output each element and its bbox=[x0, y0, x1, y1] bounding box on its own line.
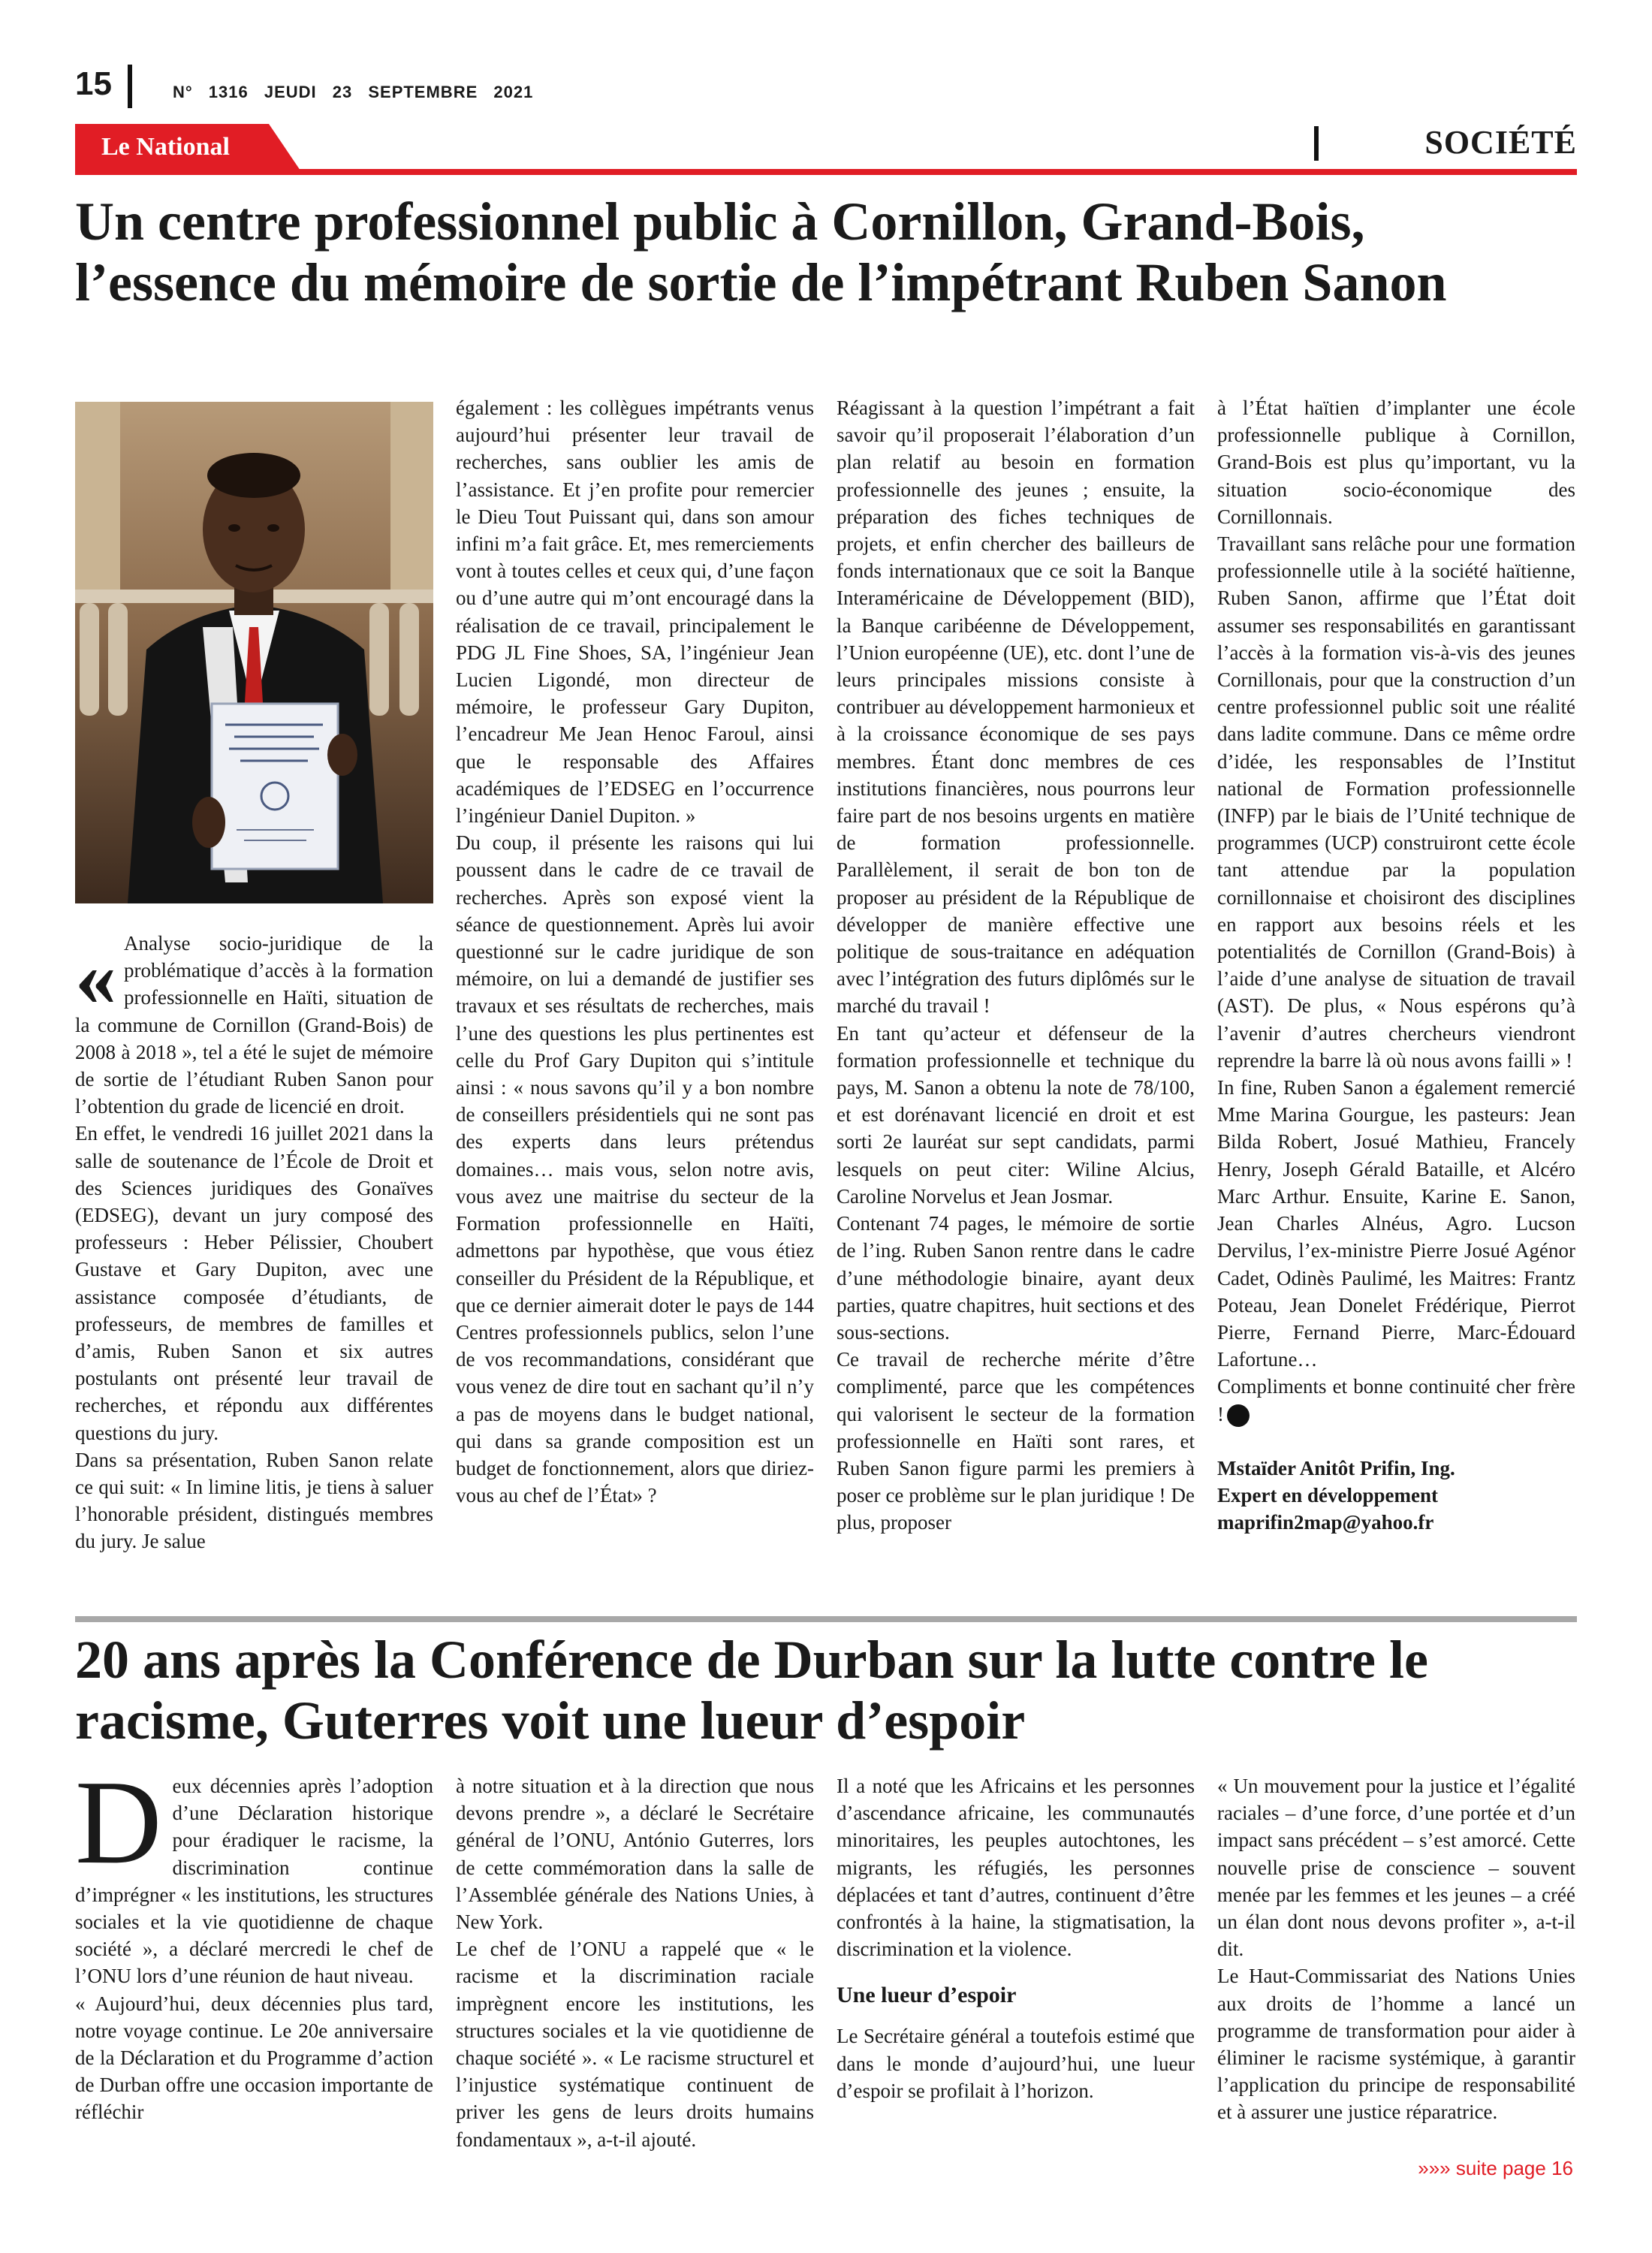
article2-column-1 bbox=[75, 1755, 433, 2126]
author-email[interactable]: maprifin2map@yahoo.fr bbox=[1217, 1510, 1434, 1534]
article-separator bbox=[75, 1616, 1577, 1622]
paragraph: Ce travail de recherche mérite d’être complimenté, parce que les compétences qui valorisent le secteur de la formation professionnelle en Haïti sont rares, et Ruben Sanon figure parmi les premiers à poser ce problème sur le plan juridique ! De plus, proposer bbox=[837, 1348, 1195, 1534]
article1-column-4 bbox=[1217, 394, 1575, 1536]
article1-headline: Un centre professionnel public à Cornillon, Grand-Bois, l’essence du mémoire de sortie de l’impétrant Ruben Sanon bbox=[75, 192, 1447, 312]
paragraph: Le Haut-Commissariat des Nations Unies aux droits de l’homme a lancé un programme de transformation pour aider à éliminer le racisme systémique, à garantir l’application du principe de responsabilité et à assurer une justice réparatrice. bbox=[1217, 1965, 1575, 2124]
paragraph: En effet, le vendredi 16 juillet 2021 dans la salle de soutenance de l’École de Droit et des Sciences juridiques des Gonaïves (EDSEG), devant un jury composé des professeurs : Heber Pélissier, Choubert Gustave et Gary Dupiton, avec une assistance composée d’étudiants, de professeurs, de membres de familles et d’amis, Ruben Sanon et six autres postulants ont présenté leur travail de recherches, et répondu aux différentes questions du jury. bbox=[75, 1122, 433, 1444]
author-title: Expert en développement bbox=[1217, 1483, 1438, 1507]
section-title: SOCIÉTÉ bbox=[1424, 124, 1577, 161]
opening-quote-mark: « bbox=[75, 931, 116, 1023]
drop-cap: D bbox=[75, 1755, 162, 1889]
subheading: Une lueur d’espoir bbox=[837, 1983, 1017, 2008]
brand-label: Le National bbox=[101, 133, 230, 161]
paragraph: « Un mouvement pour la justice et l’égalité raciales – d’une force, d’une portée et d’un impact sans précédent – s’est amorcé. Cette nouvelle prise de conscience – souvent menée par les femmes et les jeunes – a créé un élan dont nous devons profiter », a-t-il dit. bbox=[1217, 1775, 1575, 1961]
section-divider bbox=[1314, 126, 1319, 161]
paragraph: En tant qu’acteur et défenseur de la formation professionnelle et technique du pays, M. Sanon a obtenu la note de 78/100, et est dorénavant licencié en droit et est sorti 2e lauréat sur sept candidats, parmi lesquels on peut citer: Wiline Alcius, Caroline Norvelus et Jean Josmar. bbox=[837, 1021, 1195, 1208]
paragraph: Dans sa présentation, Ruben Sanon relate ce qui suit: « In limine litis, je tiens à saluer l’honorable président, distingués membres du jury. Je salue bbox=[75, 1448, 433, 1553]
paragraph: à l’État haïtien d’implanter une école professionnelle publique à Cornillon, Grand-Bois est plus qu’important, vu la situation socio-économique des Cornillonnais. bbox=[1217, 397, 1575, 528]
article1-column-2 bbox=[456, 394, 814, 1509]
article2-headline: 20 ans après la Conférence de Durban sur la lutte contre le racisme, Guterres voit une lueur d’espoir bbox=[75, 1630, 1428, 1751]
page-number: 15 bbox=[75, 65, 112, 102]
paragraph: Le Secrétaire général a toutefois estimé que dans le monde d’aujourd’hui, une lueur d’espoir se profilait à l’horizon. bbox=[837, 2025, 1195, 2102]
paragraph: In fine, Ruben Sanon a également remercié Mme Marina Gourgue, les pasteurs: Jean Bilda Robert, Josué Mathieu, Francely Henry, Joseph Gérald Bataille, et Alcéro Marc Arthur. Ensuite, Karine E. Sanon, Jean Charles Alnéus, Agro. Lucson Dervilus, l’ex-ministre Pierre Josué Agénor Cadet, Odinès Paulimé, les Maitres: Frantz Poteau, Jean Donelet Frédérique, Pierrot Pierre, Fernand Pierre, Marc-Édouard Lafortune… bbox=[1217, 1076, 1575, 1371]
paragraph: Du coup, il présente les raisons qui lui poussent dans le cadre de ce travail de recherches. Après son exposé vient la séance de questionnement. Après lui avoir questionné sur le cadre juridique de son mémoire, on lui a demandé de justifier ses travaux et ses résultats de recherches, mais l’une des questions les plus pertinentes est celle du Prof Gary Dupiton qui s’intitule ainsi : « nous savons qu’il y a bon nombre de conseillers présidentiels qui ne sont pas des experts dans leurs prétendus domaines… mais vous, selon notre avis, vous avez une maitrise du secteur de la Formation professionnelle en Haïti, admettons par hypothèse, que vous étiez conseiller du Président de la République, et que ce dernier aimerait doter le pays de 144 Centres professionnels publics, selon l’une de vos recommandations, considérant que vous venez de dire tout en sachant qu’il n’y a pas de moyens dans le budget national, qui dans sa grande composition est un budget de fonctionnement, alors que diriez-vous au chef de l’État» ? bbox=[456, 831, 814, 1507]
paragraph: « Aujourd’hui, deux décennies plus tard, notre voyage continue. Le 20e anniversaire de la Déclaration et du Programme d’action de Durban offre une occasion importante de réfléchir bbox=[75, 1992, 433, 2124]
paragraph: Réagissant à la question l’impétrant a fait savoir qu’il proposerait l’élaboration d’un plan relatif au besoin en formation professionnelle des jeunes ; ensuite, la préparation des fiches techniques de projets, et enfin chercher des bailleurs de fonds internationaux que ce soit la Banque Interaméricaine de Développement (BID), la Banque caribéenne de Développement, l’Union européenne (UE), etc. dont l’une de leurs principales missions consiste à contribuer au développement harmonieux et à la croissance économique de ses pays membres. Étant donc membres de ces institutions financières, nous pourrons leur faire part de nos besoins urgents en matière de formation professionnelle. Parallèlement, il serait de bon ton de proposer au président de la République de développer de manière effective une politique de sous-traitance en adéquation avec l’intégration des futurs diplômés sur le marché du travail ! bbox=[837, 397, 1195, 1018]
article2-column-4 bbox=[1217, 1772, 1575, 2126]
graduate-photo bbox=[75, 402, 433, 903]
closing-paragraph bbox=[1217, 1373, 1575, 1427]
continued-link[interactable]: »»» suite page 16 bbox=[1418, 2157, 1573, 2179]
paragraph: Le chef de l’ONU a rappelé que « le racisme et la discrimination raciale imprègnent encore les institutions, les structures sociales et la vie quotidienne de chaque société ». « Le racisme structurel et l’injustice systématique continuent de priver les gens de leurs droits humains fondamentaux », a-t-il ajouté. bbox=[456, 1938, 814, 2151]
author-name: Mstaïder Anitôt Prifin, Ing. bbox=[1217, 1456, 1455, 1479]
paragraph: également : les collègues impétrants venus aujourd’hui présenter leur travail de recherches, sans oublier les amis de l’assistance. Et j’en profite pour remercier le Dieu Tout Puissant qui, dans son amour infini m’a fait grâce. Et, mes remerciements vont à toutes celles et ceux qui, d’une façon ou d’une autre qui m’ont encouragé dans la réalisation de ce travail, principalement le PDG JL Fine Shoes, SA, l’ingénieur Jean Lucien Ligondé, mon directeur de mémoire, le professeur Gary Dupiton, l’encadreur Me Jean Henoc Faroul, ainsi que le responsable des Affaires académiques de l’EDSEG en l’occurrence l’ingénieur Daniel Dupiton. » bbox=[456, 397, 814, 828]
paragraph: Analyse socio-juridique de la problématique d’accès à la formation professionnelle en Haïti, situation de la commune de Cornillon (Grand-Bois) de 2008 à 2018 », tel a été le sujet de mémoire de sortie de l’étudiant Ruben Sanon pour l’obtention du grade de licencié en droit. bbox=[75, 932, 433, 1118]
closing-text: Compliments et bonne continuité cher frère ! bbox=[1217, 1375, 1575, 1425]
article2-column-2 bbox=[456, 1772, 814, 2153]
article2-column-3 bbox=[837, 1772, 1195, 2104]
paragraph: eux décennies après l’adoption d’une Déclaration historique pour éradiquer le racisme, la discrimination continue d’imprégner « les institutions, les structures sociales et la vie quotidienne de chaque société », a déclaré mercredi le chef de l’ONU lors d’une réunion de haut niveau. bbox=[75, 1775, 433, 1988]
article1-column-3 bbox=[837, 394, 1195, 1537]
page-number-divider bbox=[128, 65, 132, 108]
paragraph: Il a noté que les Africains et les personnes d’ascendance africaine, les communautés minoritaires, les peuples autochtones, les migrants, les réfugiés, les personnes déplacées et tant d’autres, continuent d’être confrontés à la haine, la stigmatisation, la discrimination et la violence. bbox=[837, 1775, 1195, 1961]
issue-line: N° 1316 JEUDI 23 SEPTEMBRE 2021 bbox=[173, 83, 534, 101]
paragraph: Travaillant sans relâche pour une formation professionnelle utile à la société haïtienne, Ruben Sanon, affirme que l’État doit assumer ses responsabilités en garantissant l’accès à la formation vis-à-vis des jeunes Cornillonais, pour que la construction d’un centre professionnel public soit une réalité dans ladite commune. Dans ce même ordre d’idée, les responsables de l’Institut national de Formation professionnelle (INFP) par le biais de l’Unité technique de programmes (UCP) construiront cette école tant attendue par la population cornillonnaise et choisiront des disciplines en rapport aux besoins réels et les potentialités de Cornillon (Grand-Bois) à l’aide d’une analyse de situation de travail (AST). De plus, « Nous espérons qu’à l’avenir d’autres chercheurs viendront reprendre la barre là où nous avons failli » ! bbox=[1217, 532, 1575, 1072]
article1-column-1 bbox=[75, 930, 433, 1555]
masthead-rule bbox=[75, 169, 1577, 175]
paragraph: Contenant 74 pages, le mémoire de sortie de l’ing. Ruben Sanon rentre dans le cadre d’une méthodologie binaire, ayant deux parties, quatre chapitres, huit sections et des sous-sections. bbox=[837, 1212, 1195, 1344]
end-mark-icon bbox=[1227, 1404, 1250, 1427]
paragraph: à notre situation et à la direction que nous devons prendre », a déclaré le Secrétaire général de l’ONU, António Guterres, lors de cette commémoration dans la salle de l’Assemblée générale des Nations Unies, à New York. bbox=[456, 1775, 814, 1934]
